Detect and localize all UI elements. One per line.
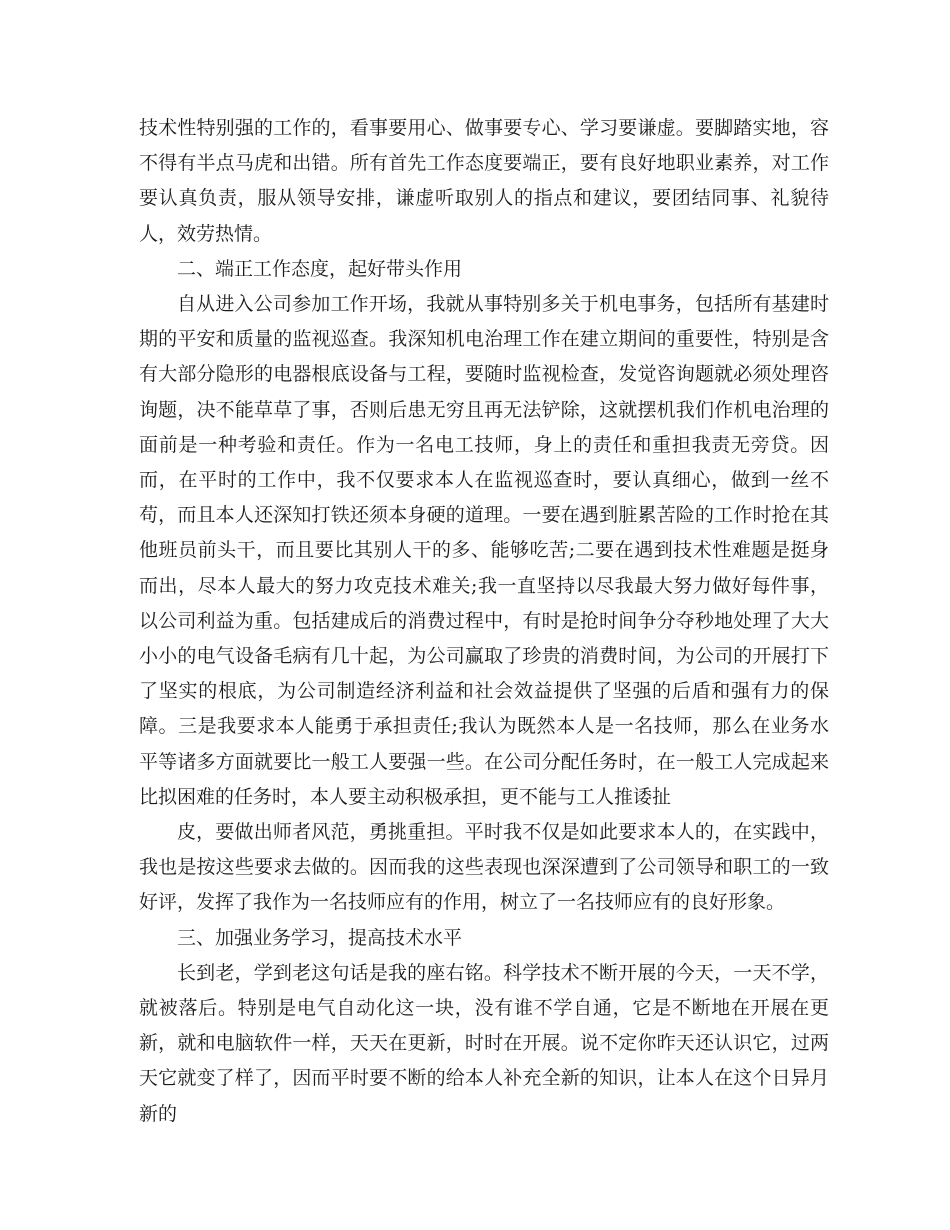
section-heading-2: 二、端正工作态度，起好带头作用 <box>177 257 463 280</box>
section-heading-3: 三、加强业务学习，提高技术水平 <box>177 926 463 949</box>
paragraph-role-model: 皮，要做出师者风范，勇挑重担。平时我不仅是如此要求本人的，在实践中，我也是按这些要求去做的。因而我的这些表现也深深遭到了公司领导和职工的一致好评，发挥了我作为一名技师应有的作用，树立了一名技师应有的良好形象。 <box>139 821 829 914</box>
paragraph-work-attitude-intro: 技术性特别强的工作的，看事要用心、做事要专心、学习要谦虚。要脚踏实地，容不得有半点马虎和出错。所有首先工作态度要端正，要有良好地职业素养，对工作要认真负责，服从领导安排，谦虚听取别人的指点和建议，要团结同事、礼貌待人，效劳热情。 <box>139 117 829 245</box>
document-body <box>139 111 829 1132</box>
paragraph-electrical-management: 自从进入公司参加工作开场，我就从事特别多关于机电事务，包括所有基建时期的平安和质量的监视巡查。我深知机电治理工作在建立期间的重要性，特别是含有大部分隐形的电器根底设备与工程，要随时监视检查，发觉咨询题就必须处理咨询题，决不能草草了事，否则后患无穷且再无法铲除，这就摆机我们作机电治理的面前是一种考验和责任。作为一名电工技师，身上的责任和重担我责无旁贷。因而，在平时的工作中，我不仅要求本人在监视巡查时，要认真细心，做到一丝不苟，而且本人还深知打铁还须本身硬的道理。一要在遇到脏累苦险的工作时抢在其他班员前头干，而且要比其别人干的多、能够吃苦;二要在遇到技术性难题是挺身而出，尽本人最大的努力攻克技术难关;我一直坚持以尽我最大努力做好每件事，以公司利益为重。包括建成后的消费过程中，有时是抢时间争分夺秒地处理了大大小小的电气设备毛病有几十起，为公司赢取了珍贵的消费时间，为公司的开展打下了坚实的根底，为公司制造经济利益和社会效益提供了坚强的后盾和强有力的保障。三是我要求本人能勇于承担责任;我认为既然本人是一名技师，那么在业务水平等诸多方面就要比一般工人要强一些。在公司分配任务时，在一般工人完成起来比拟困难的任务时，本人要主动积极承担，更不能与工人推诿扯 <box>139 293 829 808</box>
paragraph-continuous-learning: 长到老，学到老这句话是我的座右铭。科学技术不断开展的今天，一天不学，就被落后。特别是电气自动化这一块，没有谁不学自通，它是不断地在开展在更新，就和电脑软件一样，天天在更新，时时在开展。说不定你昨天还认识它，过两天它就变了样了，因而平时要不断的给本人补充全新的知识，让本人在这个日异月新的 <box>139 961 829 1125</box>
